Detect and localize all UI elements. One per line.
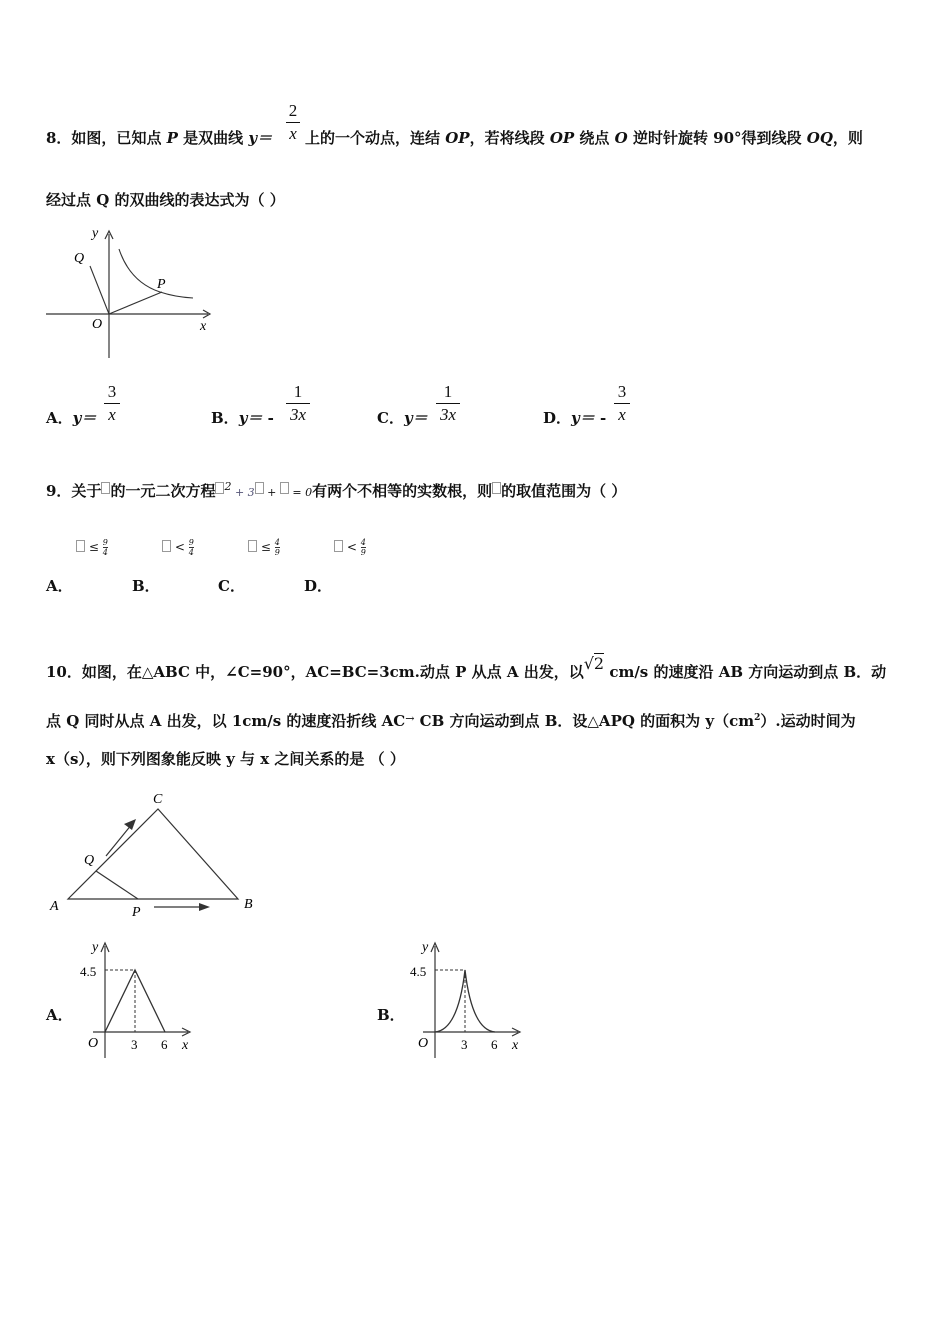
q9-option-b[interactable]: B． [132, 577, 160, 595]
q10-label-c: C [153, 792, 163, 807]
q10-label-q: Q [84, 853, 95, 868]
q10-label-p: P [132, 905, 141, 920]
q10-triangle-figure [44, 788, 264, 920]
graph-a-label-o: O [88, 1036, 99, 1051]
q10-stem-line1: 10．如图，在△ABC 中，∠C=90°，AC=BC=3cm.动点 P 从点 A 出发，以√2 cm/s 的速度沿 AB 方向运动到点 B．动 [46, 654, 887, 681]
graph-b-label-6: 6 [491, 1037, 498, 1052]
q9-option-a[interactable]: A． [46, 577, 73, 595]
q8-label-p: P [157, 277, 166, 292]
q10-segment-qp [96, 871, 138, 899]
q8-segment-oq [90, 266, 109, 314]
q10-label-b: B [244, 897, 253, 912]
q10-label-a: A [50, 899, 59, 914]
q8-option-a-fraction: 3 x [104, 382, 120, 425]
graph-b-label-ymax: 4.5 [410, 964, 427, 979]
q8-option-c[interactable]: C．y＝ [377, 409, 428, 427]
q9-stem: 9．关于 的一元二次方程 $^2$ + 3 + = 0有两个不相等的实数根，则 的取值范围为（ ） [46, 480, 627, 500]
q8-option-d-fraction: 3 x [614, 382, 630, 425]
missing-glyph-icon [162, 540, 171, 552]
q10-arrow-q-line [106, 824, 132, 856]
missing-glyph-icon [255, 482, 264, 494]
graph-a-label-x: x [182, 1038, 189, 1053]
q8-label-q: Q [74, 251, 85, 266]
q8-option-b[interactable]: B．y＝ - [211, 409, 274, 427]
q10-graph-b [408, 938, 528, 1062]
graph-b-label-o: O [418, 1036, 429, 1051]
q9-option-d[interactable]: D． [304, 577, 333, 595]
missing-glyph-icon [76, 540, 85, 552]
graph-a-label-3: 3 [131, 1037, 138, 1052]
q8-label-x: x [200, 319, 207, 334]
q9-option-b-formula: < $\frac{9}{4}$ [162, 538, 194, 557]
q9-option-a-formula: ≤ $\frac{9}{4}$ [76, 538, 108, 557]
graph-a-label-y: y [92, 940, 99, 955]
q10-option-b[interactable]: B． [377, 1006, 405, 1024]
q8-option-c-fraction: 1 3x [436, 382, 460, 425]
q10-arrow-q-head [124, 819, 136, 830]
graph-a-label-ymax: 4.5 [80, 964, 97, 979]
q8-label-o: O [92, 317, 103, 332]
q10-option-a[interactable]: A． [46, 1006, 73, 1024]
q8-label-y: y [92, 226, 99, 241]
q9-option-c[interactable]: C． [218, 577, 245, 595]
q8-stem-line1b: 上的一个动点，连结 OP，若将线段 OP 绕点 O 逆时针旋转 90°得到线段 OQ，则 [305, 129, 863, 147]
q8-option-d[interactable]: D．y＝ - [543, 409, 607, 427]
q8-stem-line1: 8．如图，已知点 P 是双曲线 y＝ [46, 129, 273, 147]
q10-stem-line2: 点 Q 同时从点 A 出发，以 1cm/s 的速度沿折线 AC→ CB 方向运动到点 B．设△APQ 的面积为 $y(cm^2)$.运动时间为 [46, 712, 856, 730]
graph-b-label-3: 3 [461, 1037, 468, 1052]
q8-segment-op [109, 292, 162, 314]
q8-figure [40, 222, 220, 362]
missing-glyph-icon [492, 482, 501, 494]
graph-b-label-y: y [422, 940, 429, 955]
q9-option-d-formula: < $\frac{4}{9}$ [334, 538, 366, 557]
q8-stem-line2: 经过点 Q 的双曲线的表达式为（ ） [46, 191, 285, 209]
q8-option-a[interactable]: A．y＝ [46, 409, 97, 427]
q10-arrow-p-head [199, 903, 210, 911]
q8-option-b-fraction: 1 3x [286, 382, 310, 425]
missing-glyph-icon [248, 540, 257, 552]
graph-a-label-6: 6 [161, 1037, 168, 1052]
q8-hyperbola [119, 249, 193, 298]
graph-b-label-x: x [512, 1038, 519, 1053]
q10-graph-a [78, 938, 198, 1062]
missing-glyph-icon [334, 540, 343, 552]
q9-option-c-formula: ≤ $\frac{4}{9}$ [248, 538, 280, 557]
q10-stem-line3: x（s），则下列图象能反映 y 与 x 之间关系的是 （ ） [46, 750, 405, 768]
missing-glyph-icon [280, 482, 289, 494]
q8-stem-fraction: 2 x [286, 101, 300, 144]
